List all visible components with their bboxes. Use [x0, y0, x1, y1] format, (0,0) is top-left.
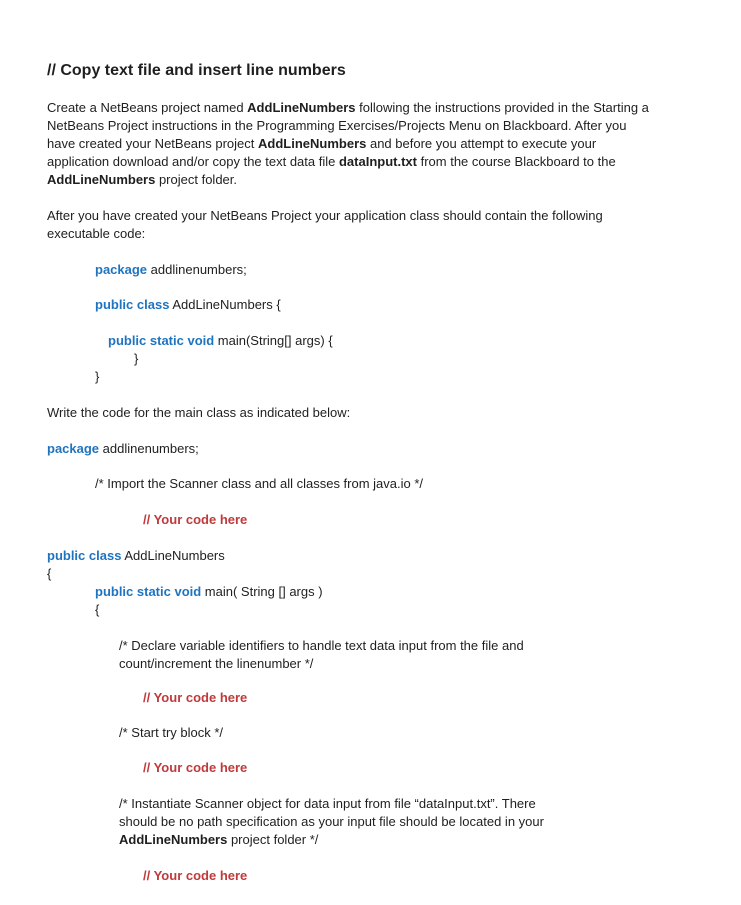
- instantiate-comment-line-2: should be no path specification as your input file should be located in your: [119, 814, 544, 829]
- code1-close-outer: }: [95, 369, 100, 384]
- main-open-brace: {: [95, 602, 100, 617]
- import-comment: /* Import the Scanner class and all classes from java.io */: [95, 476, 424, 491]
- declare-comment-line-2: count/increment the linenumber */: [119, 656, 314, 671]
- your-code-placeholder: // Your code here: [143, 512, 248, 527]
- code2-class-line: [47, 547, 225, 565]
- keyword-package: package: [95, 262, 148, 277]
- main-signature: main(String[] args) {: [214, 333, 333, 348]
- keyword-public-class: public class: [47, 548, 122, 563]
- intro-line-1: [47, 99, 649, 117]
- class-open-brace: {: [47, 566, 52, 581]
- your-code-placeholder: // Your code here: [143, 760, 248, 775]
- code1-close-inner: }: [134, 351, 139, 366]
- code1-package-line: [95, 261, 247, 279]
- intro-line-4: [47, 153, 616, 171]
- after-line-1: After you have created your NetBeans Project your application class should contain the following: [47, 208, 603, 223]
- intro-line-3: [47, 135, 596, 153]
- keyword-public-class: public class: [95, 297, 170, 312]
- project-name: AddLineNumbers: [247, 100, 356, 115]
- intro-line-2: NetBeans Project instructions in the Programming Exercises/Projects Menu on Blackboard. After you: [47, 118, 627, 133]
- code1-main-line: [108, 332, 333, 350]
- class-name: AddLineNumbers: [121, 548, 225, 563]
- keyword-public-static-void: public static void: [95, 584, 202, 599]
- project-name: AddLineNumbers: [258, 136, 367, 151]
- instantiate-comment-line-3: [119, 831, 318, 849]
- page-title: // Copy text file and insert line numbers: [47, 62, 346, 79]
- keyword-package: package: [47, 441, 100, 456]
- instantiate-comment-line-1: /* Instantiate Scanner object for data input from file “dataInput.txt”. There: [119, 796, 536, 811]
- intro-text: and before you attempt to execute your: [366, 136, 597, 151]
- project-name: AddLineNumbers: [47, 172, 156, 187]
- intro-line-5: [47, 171, 237, 189]
- intro-text: Create a NetBeans project named: [47, 100, 248, 115]
- intro-text: have created your NetBeans project: [47, 136, 259, 151]
- code2-package-line: [47, 440, 199, 458]
- code1-class-line: [95, 296, 281, 314]
- class-name: AddLineNumbers {: [169, 297, 281, 312]
- package-name: addlinenumbers;: [99, 441, 199, 456]
- write-instructions: Write the code for the main class as indicated below:: [47, 405, 351, 420]
- project-name: AddLineNumbers: [119, 832, 228, 847]
- keyword-public-static-void: public static void: [108, 333, 215, 348]
- data-file-name: dataInput.txt: [338, 154, 417, 169]
- try-comment: /* Start try block */: [119, 725, 224, 740]
- your-code-placeholder: // Your code here: [143, 868, 248, 883]
- intro-text: project folder.: [155, 172, 237, 187]
- code2-main-line: [95, 583, 323, 601]
- main-signature: main( String [] args ): [201, 584, 323, 599]
- your-code-placeholder: // Your code here: [143, 690, 248, 705]
- intro-text: following the instructions provided in the Starting a: [355, 100, 649, 115]
- after-line-2: executable code:: [47, 226, 146, 241]
- package-name: addlinenumbers;: [147, 262, 247, 277]
- intro-text: from the course Blackboard to the: [416, 154, 616, 169]
- declare-comment-line-1: /* Declare variable identifiers to handle text data input from the file and: [119, 638, 524, 653]
- comment-text: project folder */: [227, 832, 319, 847]
- intro-text: application download and/or copy the text data file: [47, 154, 339, 169]
